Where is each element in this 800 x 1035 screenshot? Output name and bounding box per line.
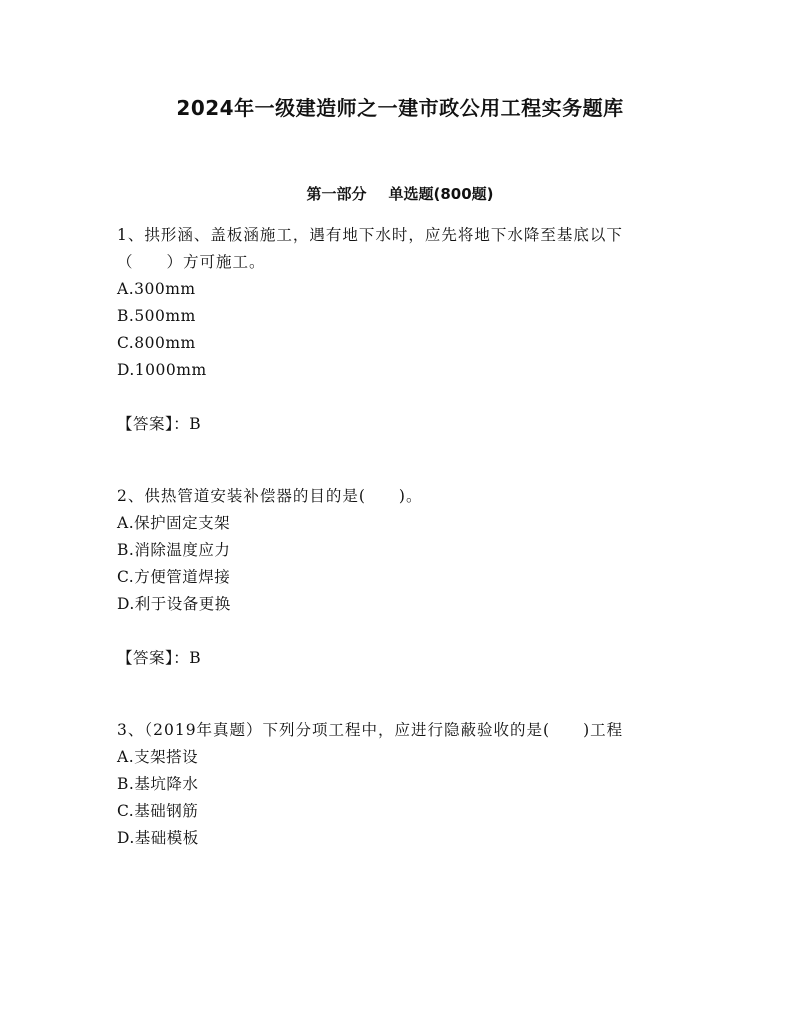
section-name: 单选题(800题) xyxy=(388,185,494,203)
option-d: D.基础模板 xyxy=(117,829,199,847)
option-d: D.1000mm xyxy=(117,361,207,379)
answer-label: 【答案】： xyxy=(117,415,190,433)
document-title: 2024年一级建造师之一建市政公用工程实务题库 xyxy=(176,96,624,120)
question-stem: 2、供热管道安装补偿器的目的是( )。 xyxy=(117,487,423,505)
option-a: A.支架搭设 xyxy=(117,748,199,766)
answer-line xyxy=(117,411,677,438)
option-b: B.消除温度应力 xyxy=(117,541,231,559)
question-2 xyxy=(117,483,677,672)
question-list xyxy=(117,222,677,897)
section-part: 第一部分 xyxy=(306,185,367,203)
option-b: B.基坑降水 xyxy=(117,775,199,793)
question-1 xyxy=(117,222,677,438)
question-stem: 3、（2019年真题）下列分项工程中，应进行隐蔽验收的是( )工程 xyxy=(117,721,624,739)
answer-value: B xyxy=(189,415,202,433)
option-b: B.500mm xyxy=(117,307,196,325)
option-d: D.利于设备更换 xyxy=(117,595,231,613)
option-c: C.方便管道焊接 xyxy=(117,568,231,586)
option-c: C.800mm xyxy=(117,334,196,352)
question-3 xyxy=(117,717,677,852)
answer-label: 【答案】： xyxy=(117,649,190,667)
answer-line xyxy=(117,645,677,672)
section-heading xyxy=(0,183,800,204)
question-stem: 1、拱形涵、盖板涵施工，遇有地下水时，应先将地下水降至基底以下（ ）方可施工。 xyxy=(117,226,623,271)
option-a: A.保护固定支架 xyxy=(117,514,231,532)
option-a: A.300mm xyxy=(117,280,196,298)
answer-value: B xyxy=(189,649,202,667)
option-c: C.基础钢筋 xyxy=(117,802,199,820)
